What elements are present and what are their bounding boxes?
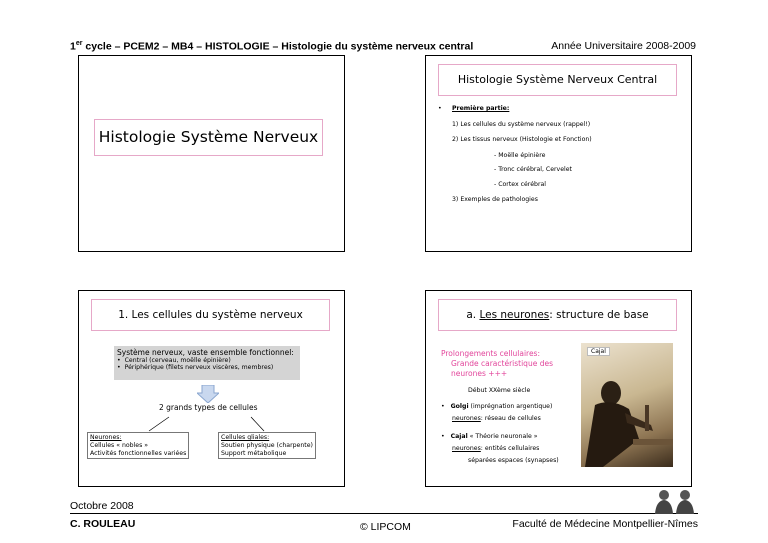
slide-3-title: 1. Les cellules du système nerveux — [91, 299, 330, 331]
list-item: - Moëlle épinière — [494, 152, 546, 159]
system-box-title: Système nerveux, vaste ensemble fonctionnel: — [117, 348, 294, 357]
golgi-sub: neurones: réseau de cellules — [452, 415, 541, 422]
slide-4 — [425, 290, 692, 487]
system-box-item: • Central (cerveau, moëlle épinière) — [117, 357, 231, 364]
gliales-box: Cellules gliales: Soutien physique (charpente) Support métabolique — [218, 432, 316, 459]
list-item: - Cortex cérébral — [494, 181, 547, 188]
prolongements-text: Prolongements cellulaires: Grande caractéristique des neurones +++ — [441, 349, 553, 379]
part-label: Première partie: — [452, 105, 510, 112]
footer-copyright: © LIPCOM — [360, 521, 411, 533]
cajal-sub2: séparées espaces (synapses) — [468, 457, 559, 464]
slide-4-title: a. Les neurones: structure de base — [438, 299, 677, 331]
golgi-line: • Golgi (imprégnation argentique) — [441, 403, 553, 410]
header-course: 1er cycle – PCEM2 – MB4 – HISTOLOGIE – Histologie du système nerveux central — [70, 40, 474, 53]
header-year: Année Universitaire 2008-2009 — [551, 40, 696, 52]
neurones-box: Neurones: Cellules « nobles » Activités fonctionnelles variées — [87, 432, 189, 459]
cajal-line: • Cajal « Théorie neuronale » — [441, 433, 538, 440]
slide-1-title: Histologie Système Nerveux — [94, 119, 323, 156]
list-item: 1) Les cellules du système nerveux (rappel!) — [452, 121, 591, 128]
scientist-silhouette-icon — [581, 343, 673, 467]
footer-date: Octobre 2008 — [70, 500, 134, 512]
list-item: 3) Exemples de pathologies — [452, 196, 538, 203]
photo-label: Cajal — [587, 347, 610, 356]
list-item: 2) Les tissus nerveux (Histologie et Fonction) — [452, 136, 592, 143]
footer-faculty: Faculté de Médecine Montpellier-Nîmes — [512, 518, 698, 530]
faculty-logo-icon — [652, 488, 698, 514]
cajal-sub: neurones: entités cellulaires — [452, 445, 540, 452]
list-item: - Tronc cérébral, Cervelet — [494, 166, 572, 173]
cajal-photo — [581, 343, 673, 467]
slide-2-title: Histologie Système Nerveux Central — [438, 64, 677, 96]
types-label: 2 grands types de cellules — [159, 403, 258, 412]
slide-3 — [78, 290, 345, 487]
system-box-item: • Périphérique (filets nerveux viscères, membres) — [117, 364, 274, 372]
slide-1 — [78, 55, 345, 252]
slide-2 — [425, 55, 692, 252]
footer-rule — [70, 513, 698, 514]
footer-author: C. ROULEAU — [70, 518, 136, 530]
bullet: • — [438, 105, 442, 112]
debut-siecle: Début XXème siècle — [468, 387, 531, 394]
